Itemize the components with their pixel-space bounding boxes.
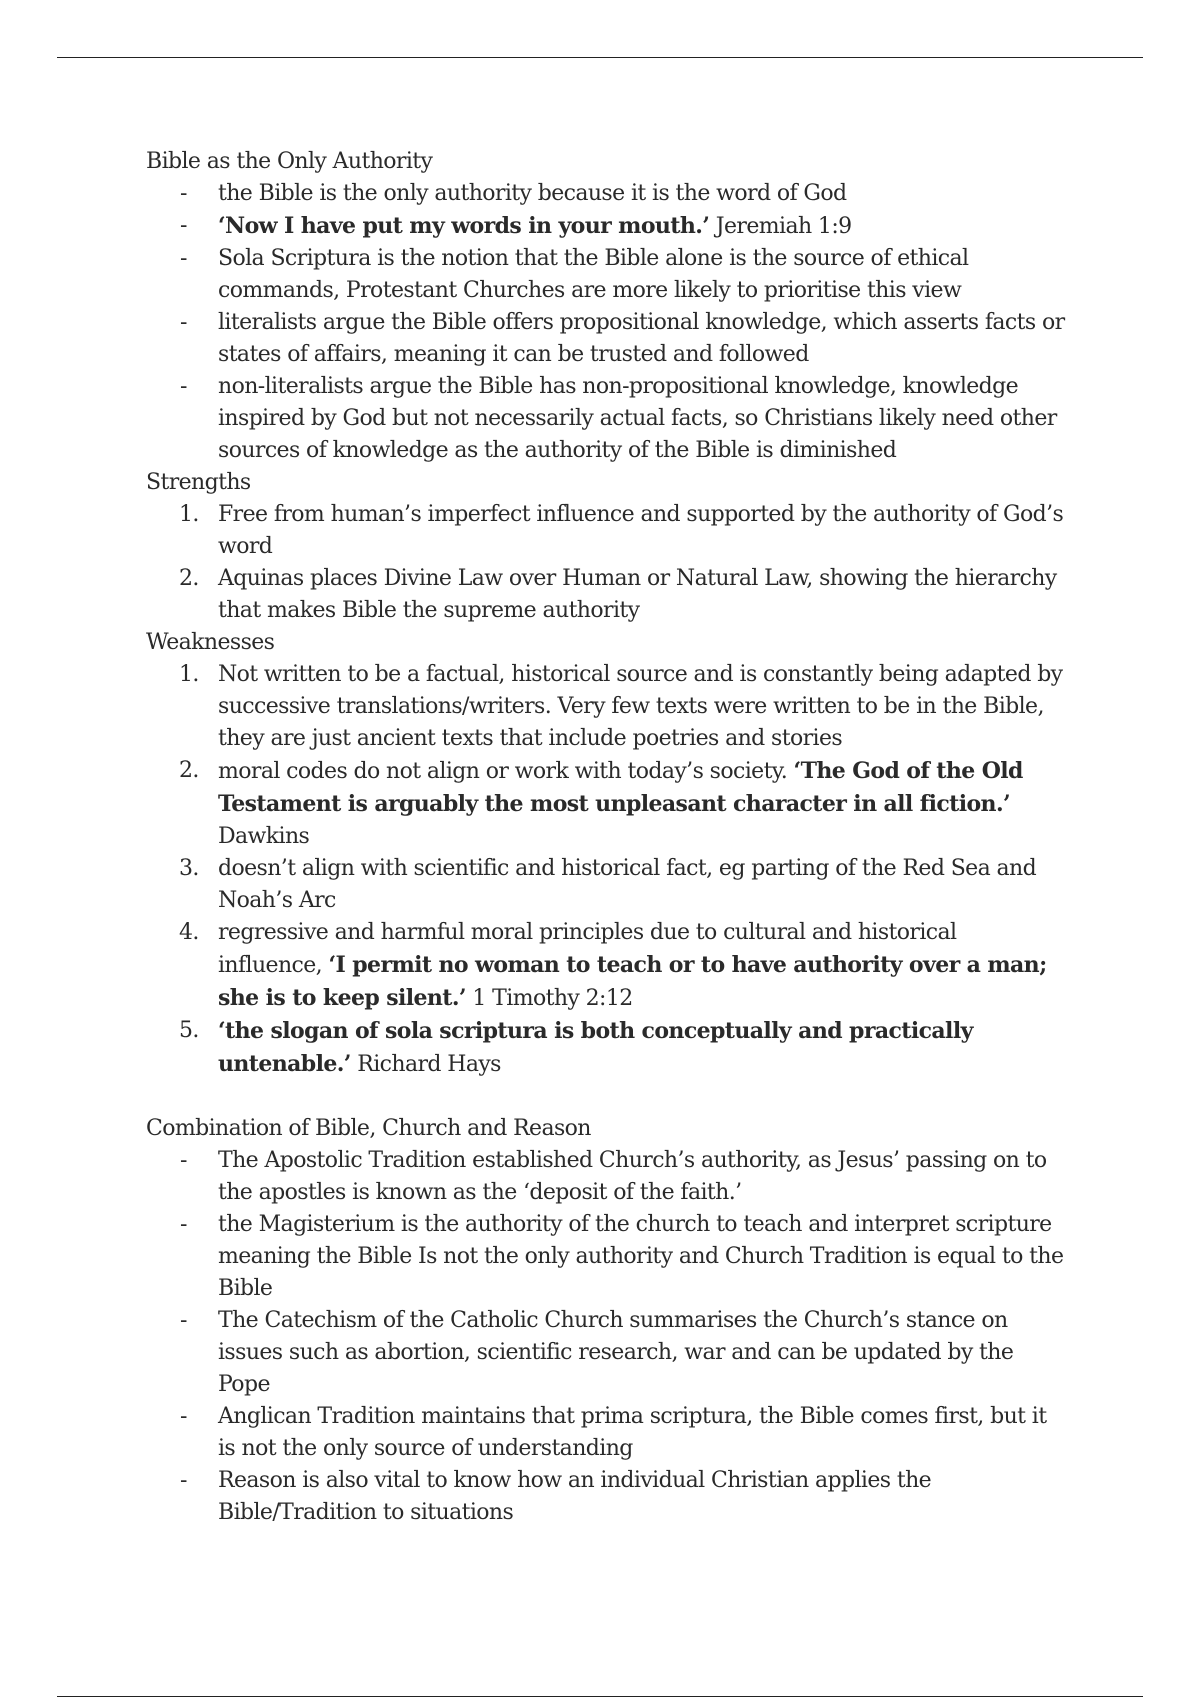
dash-marker: -	[180, 1148, 187, 1173]
item-text: non-literalists argue the Bible has non-propositional knowledge, knowledge inspired by God but not necessarily actual facts, so Christians likely need other sources of knowledge as the authority of the Bible is diminished	[218, 374, 1057, 463]
list-item	[146, 243, 1066, 307]
dash-marker: -	[180, 374, 187, 399]
list-item	[146, 1305, 1066, 1401]
number-marker: 2.	[179, 566, 199, 591]
combination-list	[146, 1145, 1066, 1529]
number-marker: 1.	[179, 502, 199, 527]
quote-text: ‘Now I have put my words in your mouth.’	[218, 213, 710, 239]
item-text: literalists argue the Bible offers propositional knowledge, which asserts facts or states of affairs, meaning it can be trusted and followed	[218, 310, 1065, 367]
list-item	[146, 178, 1066, 210]
top-rule	[57, 57, 1143, 58]
item-text: the Magisterium is the authority of the church to teach and interpret scripture meaning the Bible Is not the only authority and Church Tradition is equal to the Bible	[218, 1212, 1064, 1301]
dash-marker: -	[180, 310, 187, 335]
dash-marker: -	[180, 1308, 187, 1333]
number-marker: 5.	[179, 1018, 199, 1043]
dash-marker: -	[180, 246, 187, 271]
list-item	[146, 755, 1066, 853]
item-text: Not written to be a factual, historical source and is constantly being adapted by successive translations/writers. Very few texts were written to be in the Bible, they are just ancient texts that include poetries and stories	[218, 662, 1063, 751]
number-marker: 3.	[179, 856, 199, 881]
citation-text: Jeremiah 1:9	[709, 214, 852, 239]
dash-marker: -	[180, 1404, 187, 1429]
item-text: The Catechism of the Catholic Church summarises the Church’s stance on issues such as abortion, scientific research, war and can be updated by the Pope	[218, 1308, 1014, 1397]
number-marker: 2.	[179, 758, 199, 783]
list-item	[146, 1015, 1066, 1081]
section-heading-strengths: Strengths	[146, 470, 251, 495]
list-item	[146, 1401, 1066, 1465]
bible-only-list	[146, 178, 1066, 467]
list-item	[146, 659, 1066, 755]
item-text: Free from human’s imperfect influence and supported by the authority of God’s word	[218, 502, 1064, 559]
item-text: The Apostolic Tradition established Church’s authority, as Jesus’ passing on to the apostles is known as the ‘deposit of the faith.’	[218, 1148, 1047, 1205]
list-item	[146, 1465, 1066, 1529]
blank-line	[146, 1081, 1066, 1113]
list-item	[146, 499, 1066, 563]
section-heading-bible-only: Bible as the Only Authority	[146, 149, 433, 174]
number-marker: 4.	[179, 920, 199, 945]
list-item	[146, 917, 1066, 1015]
citation-text: 1 Timothy 2:12	[466, 986, 633, 1011]
quote-text: ‘the slogan of sola scriptura is both conceptually and practically untenable.’	[218, 1018, 973, 1077]
item-text: Anglican Tradition maintains that prima scriptura, the Bible comes first, but it is not the only source of understanding	[218, 1404, 1047, 1461]
item-text: doesn’t align with scientific and historical fact, eg parting of the Red Sea and Noah’s Arc	[218, 856, 1037, 913]
quote-text: ‘The God of the Old Testament is arguably the most unpleasant character in all fiction.’	[218, 758, 1023, 817]
citation-text: Richard Hays	[350, 1052, 501, 1077]
dash-marker: -	[180, 1468, 187, 1493]
item-text: moral codes do not align or work with today’s society.	[218, 759, 794, 784]
list-item	[146, 210, 1066, 243]
item-text: Aquinas places Divine Law over Human or Natural Law, showing the hierarchy that makes Bible the supreme authority	[218, 566, 1057, 623]
item-text: Sola Scriptura is the notion that the Bible alone is the source of ethical commands, Protestant Churches are more likely to prioritise this view	[218, 246, 969, 303]
list-item	[146, 371, 1066, 467]
item-text: Reason is also vital to know how an individual Christian applies the Bible/Tradition to situations	[218, 1468, 932, 1525]
strengths-list	[146, 499, 1066, 627]
section-heading-combination: Combination of Bible, Church and Reason	[146, 1116, 591, 1141]
weaknesses-list	[146, 659, 1066, 1081]
document-body	[146, 146, 1066, 1529]
number-marker: 1.	[179, 662, 199, 687]
list-item	[146, 307, 1066, 371]
citation-text: Dawkins	[218, 824, 310, 849]
item-text: regressive and harmful moral principles due to cultural and historical influence,	[218, 920, 957, 978]
dash-marker: -	[180, 181, 187, 206]
item-text: the Bible is the only authority because it is the word of God	[218, 181, 847, 206]
dash-marker: -	[180, 1212, 187, 1237]
list-item	[146, 1209, 1066, 1305]
list-item	[146, 853, 1066, 917]
list-item	[146, 1145, 1066, 1209]
dash-marker: -	[180, 213, 187, 238]
bottom-rule	[57, 1696, 1143, 1697]
section-heading-weaknesses: Weaknesses	[146, 630, 275, 655]
quote-text: ‘I permit no woman to teach or to have authority over a man; she is to keep silent.’	[218, 952, 1047, 1011]
list-item	[146, 563, 1066, 627]
